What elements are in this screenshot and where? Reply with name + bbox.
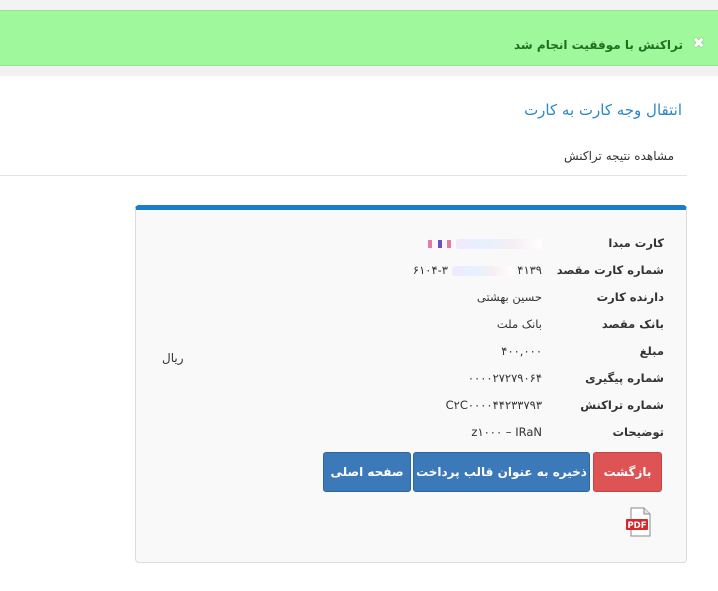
masked-card-blur	[452, 266, 514, 276]
dest-bank-label: بانک مقصد	[601, 317, 664, 331]
transaction-number-value: C۲C۰۰۰۰۴۴۲۳۳۷۹۳	[445, 398, 542, 412]
source-card-label: کارت مبدا	[608, 236, 664, 250]
transaction-number-label: شماره تراکنش	[580, 398, 664, 412]
header-band	[0, 66, 718, 76]
tracking-number-value: ۰۰۰۰۲۷۲۷۹۰۶۴	[467, 371, 542, 385]
dest-card-prefix: ۶۱۰۴-۳	[412, 263, 448, 277]
tracking-number-label: شماره پیگیری	[585, 371, 664, 385]
transaction-result-panel	[135, 205, 687, 563]
description-label: توضیحات	[612, 425, 664, 439]
masked-digit	[438, 240, 442, 248]
page-subtitle: مشاهده نتیجه تراکنش	[563, 149, 674, 163]
masked-card-blur	[456, 239, 542, 249]
page-title: انتقال وجه کارت به کارت	[524, 101, 682, 119]
masked-digit	[428, 240, 432, 248]
alert-message: تراکنش با موفقیت انجام شد	[514, 38, 683, 52]
save-as-template-button[interactable]: ذخیره به عنوان قالب پرداخت	[413, 452, 590, 492]
home-button[interactable]: صفحه اصلی	[323, 452, 411, 492]
masked-digit	[447, 240, 451, 248]
card-holder-label: دارنده کارت	[596, 290, 664, 304]
success-alert	[0, 10, 718, 66]
amount-value: ۴۰۰,۰۰۰	[501, 344, 542, 358]
svg-text:PDF: PDF	[627, 521, 647, 531]
dest-bank-value: بانک ملت	[496, 317, 542, 331]
card-holder-value: حسین بهشتی	[476, 290, 542, 304]
currency-label: ریال	[162, 351, 184, 365]
dest-card-suffix: ۴۱۳۹	[517, 263, 542, 277]
top-strip	[0, 0, 718, 10]
dest-card-number-value	[413, 263, 542, 277]
dest-card-number-label: شماره کارت مقصد	[556, 263, 664, 277]
pdf-icon[interactable]	[625, 507, 653, 537]
source-card-value	[427, 236, 542, 250]
back-button[interactable]: بازگشت	[593, 452, 662, 492]
divider	[0, 175, 687, 176]
close-icon[interactable]: ✖	[692, 34, 705, 52]
amount-label: مبلغ	[639, 344, 664, 358]
description-value: z۱۰۰۰ – IRaN	[471, 425, 542, 439]
